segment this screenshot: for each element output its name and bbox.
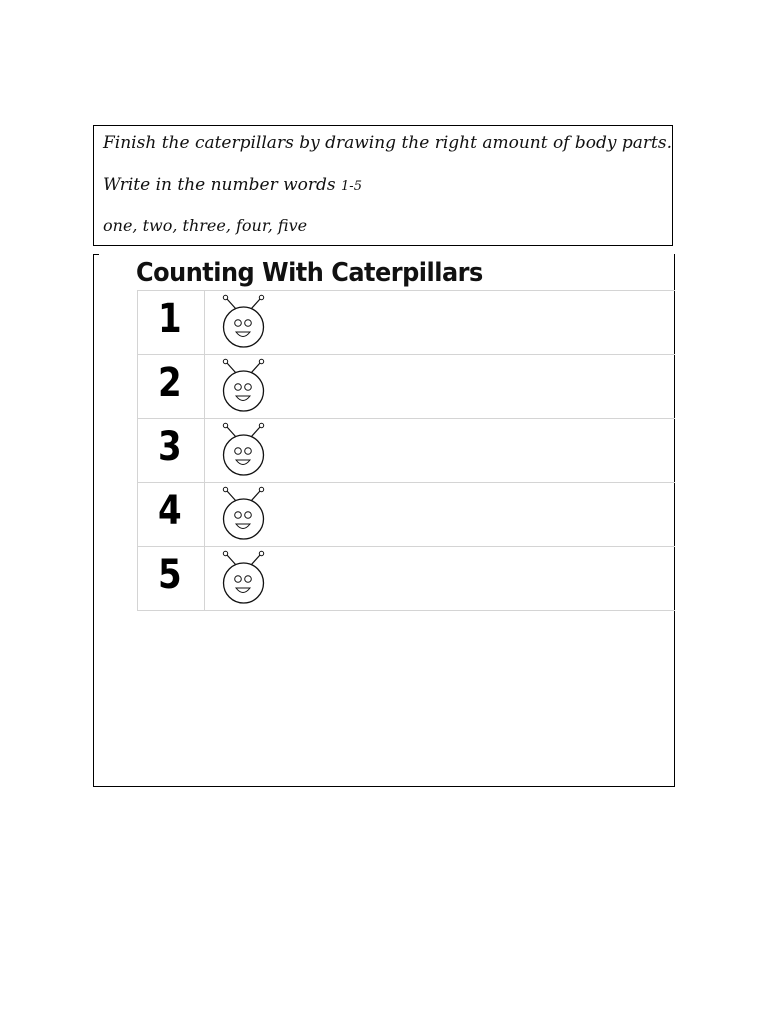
corner-mark <box>93 254 99 255</box>
drawing-cell[interactable] <box>205 547 676 611</box>
table-row <box>138 291 676 355</box>
instruction-number-range: 1-5 <box>341 179 362 194</box>
table-row <box>138 547 676 611</box>
number-cell <box>138 483 205 547</box>
caterpillar-head-icon <box>219 421 269 477</box>
number-cell <box>138 355 205 419</box>
counting-table <box>137 290 675 611</box>
drawing-cell[interactable] <box>205 291 676 355</box>
instruction-line-1: Finish the caterpillars by drawing the right amount of body parts. <box>103 133 672 153</box>
drawing-cell[interactable] <box>205 419 676 483</box>
number-cell <box>138 547 205 611</box>
row-number: 1 <box>158 296 182 342</box>
drawing-cell[interactable] <box>205 355 676 419</box>
instruction-line-2-text: Write in the number words <box>103 175 342 195</box>
instruction-line-2 <box>103 175 362 195</box>
table-row <box>138 355 676 419</box>
instruction-line-3: one, two, three, four, five <box>103 216 308 235</box>
caterpillar-head-icon <box>219 293 269 349</box>
table-row <box>138 419 676 483</box>
worksheet-title: Counting With Caterpillars <box>136 257 483 288</box>
number-cell <box>138 291 205 355</box>
drawing-cell[interactable] <box>205 483 676 547</box>
caterpillar-head-icon <box>219 357 269 413</box>
row-number: 3 <box>158 424 182 470</box>
instructions-box <box>93 125 673 246</box>
worksheet-panel <box>93 254 675 787</box>
row-number: 4 <box>158 488 182 534</box>
row-number: 2 <box>158 360 182 406</box>
row-number: 5 <box>158 552 182 598</box>
caterpillar-head-icon <box>219 485 269 541</box>
caterpillar-head-icon <box>219 549 269 605</box>
table-row <box>138 483 676 547</box>
number-cell <box>138 419 205 483</box>
